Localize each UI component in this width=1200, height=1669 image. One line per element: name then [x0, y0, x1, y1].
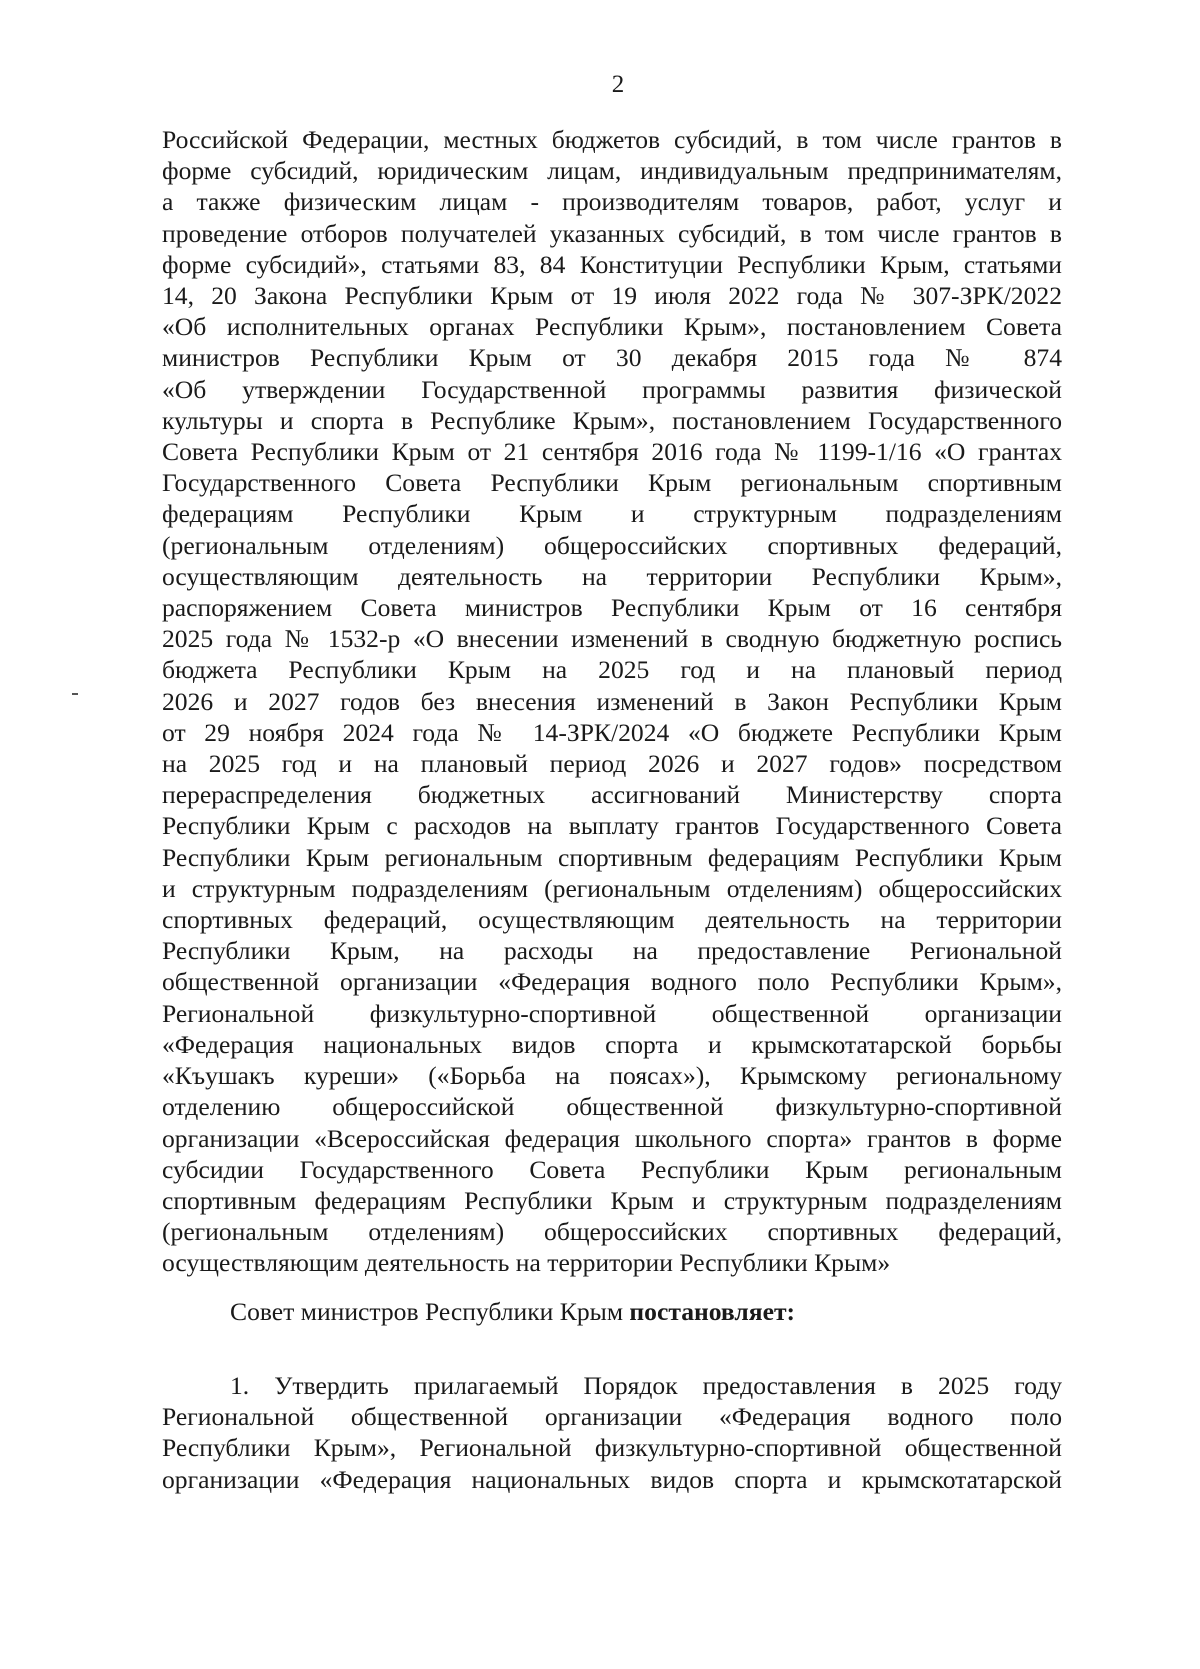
paragraph-line: культуры и спорта в Республике Крым», постановлением Государственного	[162, 405, 1062, 435]
paragraph-line: 14, 20 Закона Республики Крым от 19 июля 2022 года № 307-ЗРК/2022	[162, 281, 1062, 311]
paragraph-line: проведение отборов получателей указанных субсидий, в том числе грантов в	[162, 218, 1062, 248]
paragraph-line: «Об утверждении Государственной программы развития физической	[162, 374, 1062, 404]
point-line: 1. Утвердить прилагаемый Порядок предоставления в 2025 году	[230, 1371, 1062, 1400]
paragraph-line: Государственного Совета Республики Крым региональным спортивным	[162, 468, 1062, 498]
paragraph-line: Республики Крым с расходов на выплату грантов Государственного Совета	[162, 811, 1062, 841]
paragraph-line: отделению общероссийской общественной физкультурно-спортивной	[162, 1092, 1062, 1122]
paragraph-line: форме субсидий, юридическим лицам, индивидуальным предпринимателям,	[162, 156, 1062, 186]
paragraph-line: распоряжением Совета министров Республики Крым от 16 сентября	[162, 593, 1062, 623]
paragraph-line: перераспределения бюджетных ассигнований Министерству спорта	[162, 780, 1062, 810]
paragraph-line: 2026 и 2027 годов без внесения изменений в Закон Республики Крым	[162, 686, 1062, 716]
paragraph-line: Российской Федерации, местных бюджетов субсидий, в том числе грантов в	[162, 125, 1062, 154]
paragraph-line: а также физическим лицам - производителям товаров, работ, услуг и	[162, 187, 1062, 217]
paragraph-line: министров Республики Крым от 30 декабря 2015 года № 874	[162, 343, 1062, 373]
point-line: Региональной общественной организации «Федерация водного поло	[162, 1402, 1062, 1432]
point-1	[162, 1370, 1062, 1495]
decree-verb: постановляет:	[629, 1297, 796, 1326]
paragraph-line: субсидии Государственного Совета Республики Крым региональным	[162, 1154, 1062, 1184]
paragraph-line: спортивным федерациям Республики Крым и структурным подразделениям	[162, 1185, 1062, 1215]
margin-mark	[72, 693, 78, 695]
paragraph-line: Региональной физкультурно-спортивной общественной организации	[162, 998, 1062, 1028]
paragraph-line: и структурным подразделениям (региональным отделениям) общероссийских	[162, 873, 1062, 903]
paragraph-line: на 2025 год и на плановый период 2026 и 2027 годов» посредством	[162, 749, 1062, 779]
point-line: Республики Крым», Региональной физкультурно-спортивной общественной	[162, 1433, 1062, 1463]
paragraph-line: Республики Крым региональным спортивным федерациям Республики Крым	[162, 842, 1062, 872]
decree-lead: Совет министров Республики Крым	[230, 1297, 630, 1326]
paragraph-line: «Федерация национальных видов спорта и крымскотатарской борьбы	[162, 1029, 1062, 1059]
page-number: 2	[611, 71, 625, 98]
paragraph-line: «Об исполнительных органах Республики Крым», постановлением Совета	[162, 312, 1062, 342]
paragraph-line: «Къушакъ куреши» («Борьба на поясах»), Крымскому региональному	[162, 1061, 1062, 1091]
paragraph-line: (региональным отделениям) общероссийских спортивных федераций,	[162, 530, 1062, 560]
paragraph-line: Совета Республики Крым от 21 сентября 2016 года № 1199-1/16 «О грантах	[162, 437, 1062, 467]
point-line: организации «Федерация национальных видов спорта и крымскотатарской	[162, 1464, 1062, 1494]
paragraph-line: бюджета Республики Крым на 2025 год и на плановый период	[162, 655, 1062, 685]
decree-line	[230, 1296, 795, 1327]
paragraph-line: форме субсидий», статьями 83, 84 Конституции Республики Крым, статьями	[162, 249, 1062, 279]
paragraph-line: спортивных федераций, осуществляющим деятельность на территории	[162, 905, 1062, 935]
paragraph-line: от 29 ноября 2024 года № 14-ЗРК/2024 «О бюджете Республики Крым	[162, 717, 1062, 747]
paragraph-line: осуществляющим деятельность на территории Республики Крым»	[162, 1248, 891, 1278]
paragraph-line: 2025 года № 1532-р «О внесении изменений в сводную бюджетную роспись	[162, 624, 1062, 654]
paragraph-line: общественной организации «Федерация водного поло Республики Крым»,	[162, 967, 1062, 997]
main-paragraph	[162, 124, 1062, 1279]
paragraph-line: (региональным отделениям) общероссийских спортивных федераций,	[162, 1217, 1062, 1247]
paragraph-line: организации «Всероссийская федерация школьного спорта» грантов в форме	[162, 1123, 1062, 1153]
paragraph-line: осуществляющим деятельность на территории Республики Крым»,	[162, 561, 1062, 591]
paragraph-line: федерациям Республики Крым и структурным подразделениям	[162, 499, 1062, 529]
paragraph-line: Республики Крым, на расходы на предоставление Региональной	[162, 936, 1062, 966]
